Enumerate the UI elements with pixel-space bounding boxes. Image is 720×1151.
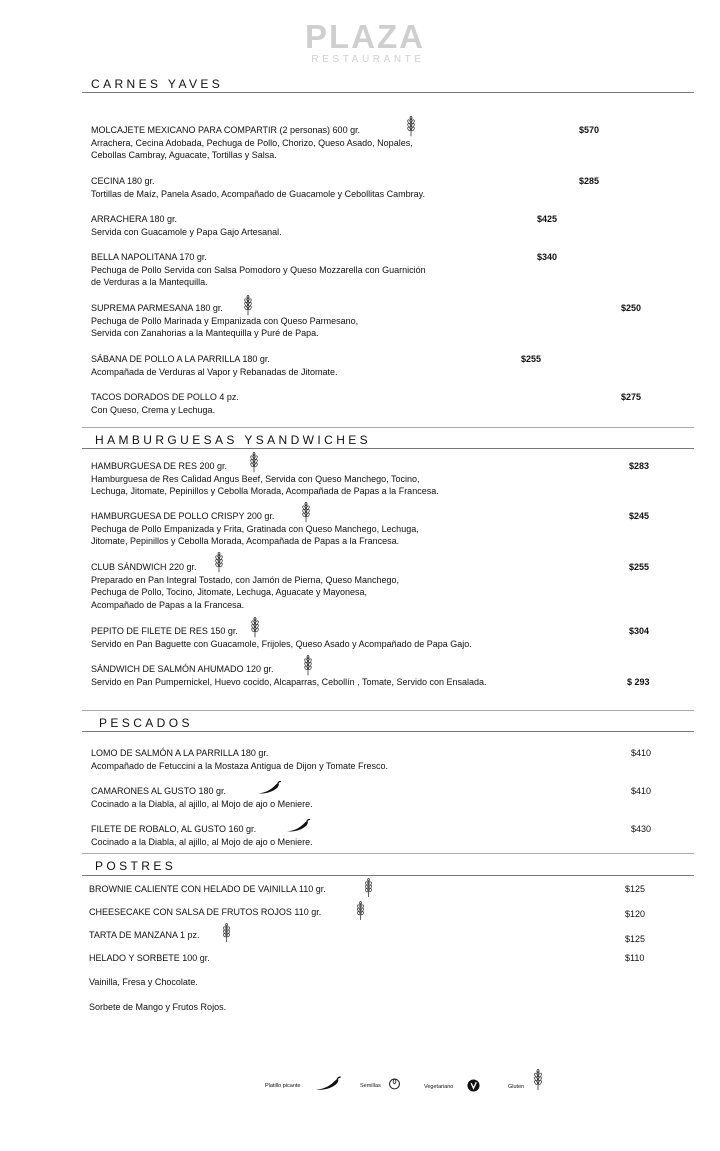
menu-item-price: $245 — [629, 511, 650, 521]
menu-item-price: $285 — [579, 176, 600, 186]
menu-item-price: $255 — [629, 562, 650, 572]
menu-item — [91, 510, 419, 548]
menu-item — [89, 883, 326, 896]
menu-item-price: $425 — [537, 214, 558, 224]
menu-item-name: PEPITO DE FILETE DE RES 150 gr. — [91, 626, 238, 636]
menu-item-description: Servido en Pan Baguette con Guacamole, Frijoles, Queso Asado y Acompañado de Papa Gajo. — [91, 638, 472, 649]
menu-item — [91, 561, 399, 611]
gluten-icon — [533, 1068, 543, 1092]
legend-label-gluten: Gluten — [508, 1084, 525, 1090]
menu-item-name: HELADO Y SORBETE 100 gr. — [89, 953, 210, 963]
menu-item — [91, 251, 426, 289]
vegetarian-icon — [467, 1079, 480, 1092]
menu-item — [89, 929, 200, 942]
menu-item-price: $ 293 — [627, 677, 650, 687]
menu-item-price: $340 — [537, 252, 558, 262]
gluten-icon — [356, 901, 365, 921]
menu-item-price: $570 — [579, 125, 600, 135]
menu-item-name: TACOS DORADOS DE POLLO 4 pz. — [91, 392, 239, 402]
menu-note: Sorbete de Mango y Frutos Rojos. — [89, 1002, 227, 1012]
menu-item-price: $250 — [621, 303, 642, 313]
menu-item-name: LOMO DE SALMÓN A LA PARRILLA 180 gr. — [91, 748, 269, 758]
menu-item-name: TARTA DE MANZANA 1 pz. — [89, 930, 200, 940]
menu-item — [91, 460, 439, 498]
menu-item-price: $125 — [625, 884, 646, 894]
menu-item-description: Pechuga de Pollo Empanizada y Frita, Gratinada con Queso Manchego, Lechuga, Jitomate, Pepinillos y Cebolla Morada, Acompañada de Papas a la Francesa. — [91, 523, 419, 546]
section-title-hamburguesas: HAMBURGUESAS YSANDWICHES — [95, 433, 372, 447]
menu-item-price: $110 — [625, 953, 645, 963]
gluten-icon — [243, 295, 253, 316]
section-divider — [82, 710, 694, 711]
menu-item-name: SÁBANA DE POLLO A LA PARRILLA 180 gr. — [91, 354, 270, 364]
menu-item-price: $255 — [521, 354, 542, 364]
menu-item-price: $430 — [631, 824, 652, 834]
menu-item-price: $304 — [629, 626, 650, 636]
menu-item — [91, 391, 239, 416]
menu-item-name: MOLCAJETE MEXICANO PARA COMPARTIR (2 personas) 600 gr. — [91, 125, 361, 135]
menu-item — [91, 663, 487, 688]
menu-item-name: CAMARONES AL GUSTO 180 gr. — [91, 786, 227, 796]
restaurant-logo-title: PLAZA — [305, 18, 425, 55]
menu-item-description: Servida con Guacamole y Papa Gajo Artesanal. — [91, 226, 282, 237]
menu-item-name: CECINA 180 gr. — [91, 176, 155, 186]
menu-item-description: Servido en Pan Pumpernickel, Huevo cocido, Alcaparras, Cebollín , Tomate, Servido con Ensalada. — [91, 676, 487, 687]
menu-item-name: CLUB SÁNDWICH 220 gr. — [91, 562, 197, 572]
menu-item — [91, 124, 413, 162]
section-divider — [82, 427, 694, 428]
menu-item-description: Con Queso, Crema y Lechuga. — [91, 404, 216, 415]
menu-item-price: $410 — [631, 748, 652, 758]
menu-item-description: Acompañado de Fetuccini a la Mostaza Antigua de Dijon y Tomate Fresco. — [91, 760, 388, 771]
menu-item-description: Preparado en Pan Integral Tostado, con Jamón de Pierna, Queso Manchego, Pechuga de Pollo, Tocino, Jitomate, Lechuga, Aguacate y Mayonesa, Acompañado de Papas a la Francesa. — [91, 574, 400, 610]
seeds-icon — [388, 1077, 401, 1090]
menu-item — [89, 906, 321, 919]
section-divider — [82, 448, 694, 449]
gluten-icon — [301, 502, 311, 523]
gluten-icon — [222, 923, 231, 943]
section-title-postres: POSTRES — [95, 859, 177, 873]
legend-label-semillas: Semillas — [360, 1083, 381, 1089]
menu-item-name: SUPREMA PARMESANA 180 gr. — [91, 303, 223, 313]
legend-label-vegetariano: Vegetariano — [424, 1084, 454, 1090]
gluten-icon — [250, 617, 260, 638]
menu-item-name: HAMBURGUESA DE RES 200 gr. — [91, 461, 228, 471]
menu-item-name: BROWNIE CALIENTE CON HELADO DE VAINILLA 110 gr. — [89, 884, 326, 894]
menu-item — [91, 353, 338, 378]
chili-pepper-icon — [284, 818, 311, 833]
menu-item-description: Pechuga de Pollo Servida con Salsa Pomodoro y Queso Mozzarella con Guarnición de Verduras a la Mantequilla. — [91, 264, 426, 287]
menu-item-description: Pechuga de Pollo Marinada y Empanizada con Queso Parmesano, Servida con Zanahorias a la Mantequilla y Puré de Papa. — [91, 315, 359, 338]
menu-item — [91, 625, 472, 650]
menu-item-name: HAMBURGUESA DE POLLO CRISPY 200 gr. — [91, 511, 275, 521]
menu-item — [91, 302, 358, 340]
menu-item-description: Acompañada de Verduras al Vapor y Rebanadas de Jitomate. — [91, 366, 338, 377]
menu-item-description: Hamburguesa de Res Calidad Angus Beef, Servida con Queso Manchego, Tocino, Lechuga, Jitomate, Pepinillos y Cebolla Morada, Acompañada de Papas a la Francesa. — [91, 473, 439, 496]
menu-item-name: SÁNDWICH DE SALMÓN AHUMADO 120 gr. — [91, 664, 274, 674]
section-divider — [82, 875, 694, 876]
menu-item-price: $283 — [629, 461, 650, 471]
menu-item-description: Cocinado a la Diabla, al ajillo, al Mojo de ajo o Meniere. — [91, 836, 313, 847]
gluten-icon — [249, 452, 259, 473]
menu-item-name: ARRACHERA 180 gr. — [91, 214, 178, 224]
legend-label-picante: Platillo picante — [265, 1083, 301, 1089]
menu-item — [89, 952, 210, 965]
menu-item-name: CHEESECAKE CON SALSA DE FRUTOS ROJOS 110 gr. — [89, 907, 322, 917]
menu-item — [91, 747, 388, 772]
chili-pepper-icon — [313, 1076, 342, 1091]
section-title-carnes: CARNES YAVES — [91, 77, 224, 91]
gluten-icon — [364, 878, 373, 898]
menu-item-price: $275 — [621, 392, 642, 402]
menu-item — [91, 213, 282, 238]
chili-pepper-icon — [255, 780, 282, 795]
menu-item-description: Tortillas de Maíz, Panela Asado, Acompañado de Guacamole y Cebollitas Cambray. — [91, 188, 426, 199]
menu-item-price: $410 — [631, 786, 652, 796]
section-divider — [82, 92, 694, 93]
gluten-icon — [303, 655, 313, 676]
menu-item-price: $125 — [625, 934, 646, 944]
menu-item-name: FILETE DE ROBALO, AL GUSTO 160 gr. — [91, 824, 257, 834]
section-title-pescados: PESCADOS — [99, 716, 193, 730]
menu-item-price: $120 — [625, 909, 646, 919]
menu-item-description: Cocinado a la Diabla, al ajillo, al Mojo de ajo o Meniere. — [91, 798, 313, 809]
menu-item-description: Arrachera, Cecina Adobada, Pechuga de Pollo, Chorizo, Queso Asado, Nopales, Cebollas Cambray, Aguacate, Tortillas y Salsa. — [91, 137, 413, 160]
menu-item — [91, 823, 313, 848]
section-divider — [82, 853, 694, 854]
menu-item — [91, 175, 425, 200]
gluten-icon — [406, 116, 416, 137]
gluten-icon — [214, 552, 224, 573]
menu-item-name: BELLA NAPOLITANA 170 gr. — [91, 252, 207, 262]
menu-note: Vainilla, Fresa y Chocolate. — [89, 977, 198, 987]
restaurant-logo-subtitle: RESTAURANTE — [311, 54, 425, 65]
section-divider — [82, 731, 694, 732]
